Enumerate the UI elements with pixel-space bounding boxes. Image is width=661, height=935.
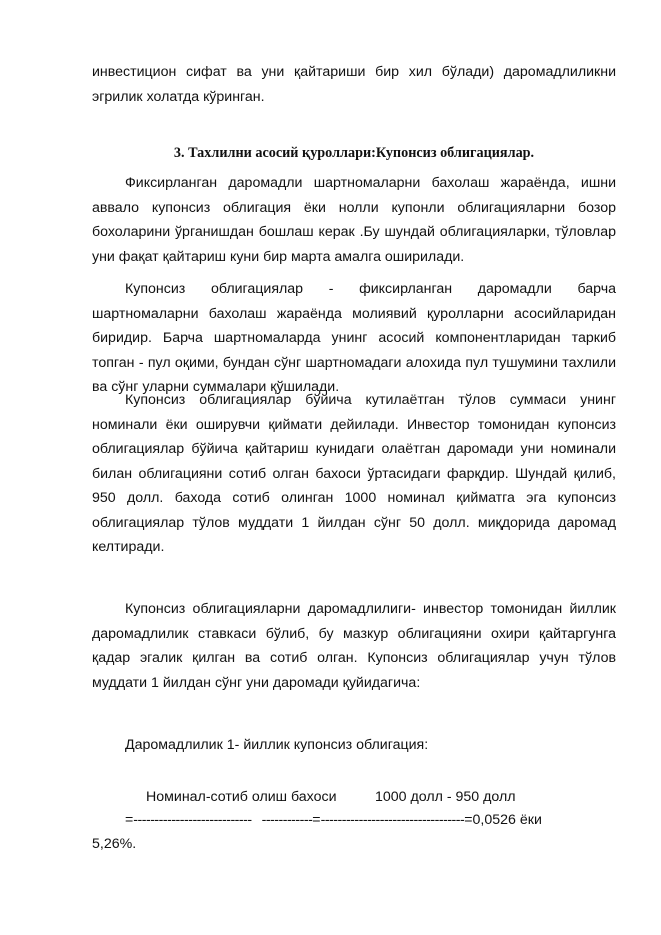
paragraph-4-text: Купонсиз облигацияларни даромадлилиги- инвестор томонидан йиллик даромадлилик ставкаси бўлиб, бу мазкур облигацияни охири қайтаргунга қадар эгалик қилган ва сотиб олган. Купонсиз облигациялар учун тўлов муддати 1 йилдан сўнг уни даромади қуйидагича: [92, 601, 616, 691]
paragraph-2 [92, 277, 616, 400]
intro-paragraph [92, 60, 616, 109]
formula-percent: 5,26%. [92, 836, 137, 852]
formula-title: Даромадлилик 1- йиллик купонсиз облигация: [125, 737, 429, 753]
intro-text: инвестицион сифат ва уни қайтариши бир хил бўлади) даромадлиликни эгрилик холатда кўринган. [92, 64, 616, 105]
equals-sign-1: = [125, 812, 134, 828]
fraction-dashes-b: ------------ [261, 812, 313, 828]
formula-result: =0,0526 ёки [464, 812, 542, 828]
equals-sign-2: = [312, 812, 321, 828]
section-heading: 3. Тахлилни асосий қуроллари:Купонсиз облигациялар. [173, 145, 535, 161]
paragraph-4 [92, 597, 616, 695]
paragraph-2-text: Купонсиз облигациялар - фиксирланган даромадли барча шартномаларни бахолаш жараёнда молиявий қуролларни асосийларидан биридир. Барча шартномаларда унинг асосий компонентларидан таркиб топган - пул оқими, бундан сўнг шартномадаги алохида пул тушумини тахлили ва сўнг уларни суммалари қўшилади. [92, 281, 616, 395]
paragraph-1-text: Фиксирланган даромадли шартномаларни бахолаш жараёнда, ишни аввало купонсиз облигация ёки нолли купонли облигацияларни бозор бохоларини ўрганишдан бошлаш керак .Бу шундай облигацияларки, тўловлар уни фақат қайтариш куни бир марта амалга оширилади. [92, 175, 616, 265]
formula-numerator-left: Номинал-сотиб олиш бахоси [146, 789, 337, 805]
paragraph-3-text: Купонсиз облигациялар бўйича кутилаётган тўлов суммаси унинг номинали ёки оширувчи қиймати дейилади. Инвестор томонидан купонсиз облигациялар бўйича қайтариш кунидаги олаётган даромади уни номинали билан облигацияни сотиб олган бахоси ўртасидаги фарқдир. Шундай қилиб, 950 долл. бахода сотиб олинган 1000 номинал қийматга эга купонсиз облигациялар тўлов муддати 1 йилдан сўнг 50 долл. миқдорида даромад келтиради. [92, 392, 616, 555]
paragraph-3 [92, 388, 616, 560]
formula-fraction-line [125, 812, 542, 828]
fraction-dashes-a: ---------------------------- [133, 812, 252, 828]
paragraph-1 [92, 171, 616, 269]
fraction-dashes-c: ---------------------------------- [320, 812, 465, 828]
formula-numerator-right: 1000 долл - 950 долл [375, 789, 516, 805]
